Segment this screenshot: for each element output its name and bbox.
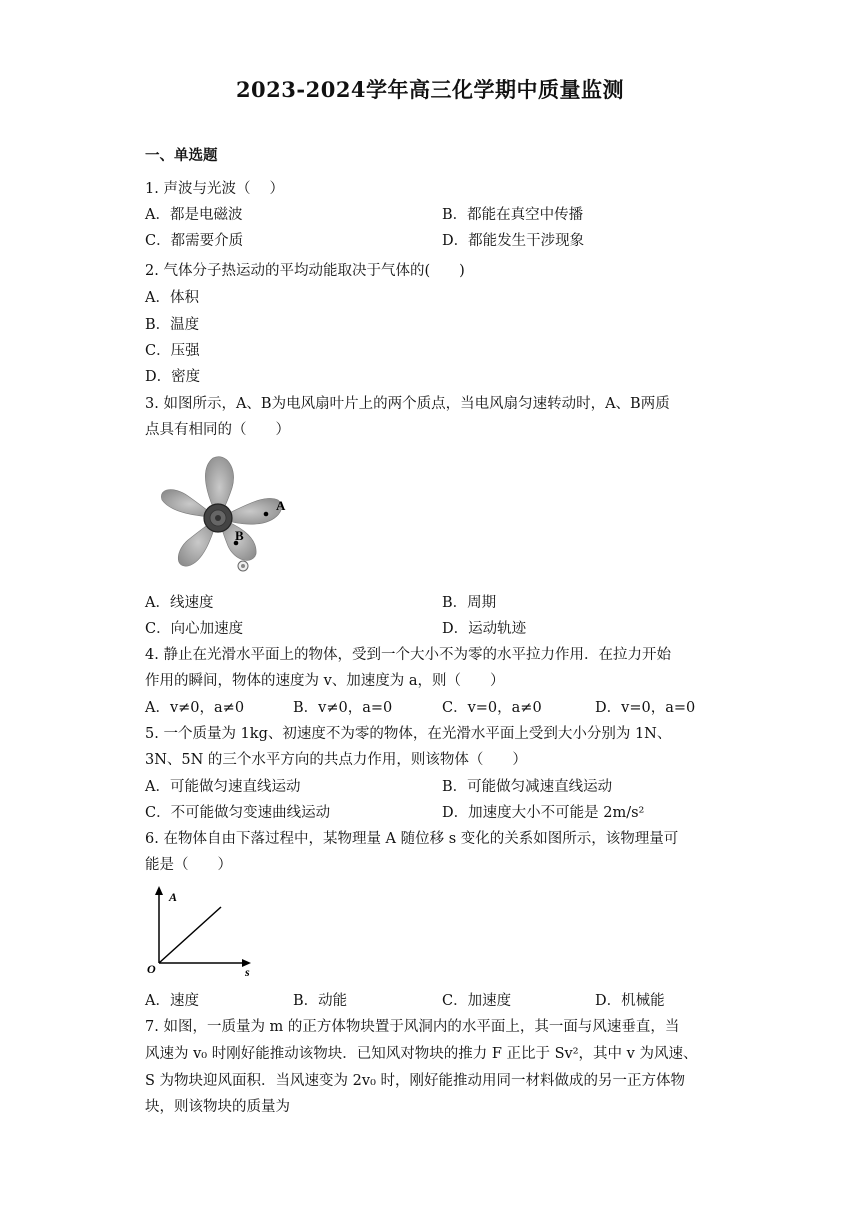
- question-5-option-d: D．加速度大小不可能是 2m/s²: [442, 805, 645, 821]
- question-4-option-a: A．v≠0，a≠0: [145, 700, 245, 716]
- question-6-option-c: C．加速度: [442, 993, 512, 1009]
- question-6-option-a: A．速度: [145, 993, 199, 1009]
- question-1-option-d: D．都能发生干涉现象: [442, 233, 585, 249]
- question-5-stem-line2: 3N、5N 的三个水平方向的共点力作用，则该物体（ ）: [145, 752, 527, 768]
- question-2-option-c: C．压强: [145, 343, 200, 359]
- y-axis-label: A: [169, 890, 178, 904]
- x-axis-label: s: [245, 965, 250, 978]
- question-4-option-b: B．v≠0，a=0: [293, 700, 393, 716]
- question-3-option-b: B．周期: [442, 595, 497, 611]
- question-1-option-c: C．都需要介质: [145, 233, 244, 249]
- question-7-line1: 7. 如图，一质量为 m 的正方体物块置于风洞内的水平面上，其一面与风速垂直，当: [145, 1019, 680, 1035]
- question-3-option-c: C．向心加速度: [145, 621, 244, 637]
- question-3-stem-line2: 点具有相同的（ ）: [145, 422, 290, 438]
- question-4-option-d: D．v=0，a=0: [595, 700, 696, 716]
- question-4-option-c: C．v=0，a≠0: [442, 700, 542, 716]
- question-5-option-b: B．可能做匀减速直线运动: [442, 779, 613, 795]
- point-b-label: B: [235, 528, 244, 543]
- question-6-stem-line1: 6. 在物体自由下落过程中，某物理量 A 随位移 s 变化的关系如图所示，该物理量可: [145, 831, 679, 847]
- fan-figure: [150, 454, 295, 584]
- question-7-line4: 块，则该物块的质量为: [145, 1099, 290, 1115]
- origin-label: O: [147, 962, 156, 976]
- question-5-stem-line1: 5. 一个质量为 1kg、初速度不为零的物体，在光滑水平面上受到大小分别为 1N、: [145, 726, 672, 742]
- a-vs-s-graph: [145, 883, 265, 978]
- question-2-option-a: A．体积: [145, 290, 199, 306]
- question-7-line2: 风速为 v₀ 时刚好能推动该物块．已知风对物块的推力 F 正比于 Sv²，其中 v 为风速、: [145, 1046, 698, 1062]
- question-3-option-d: D．运动轨迹: [442, 621, 527, 637]
- question-6-stem-line2: 能是（ ）: [145, 857, 232, 873]
- point-a-dot: [264, 512, 269, 517]
- question-6-option-b: B．动能: [293, 993, 348, 1009]
- question-1-stem: 1. 声波与光波（ ）: [145, 181, 285, 197]
- proportional-line: [159, 907, 221, 963]
- question-5-option-c: C．不可能做匀变速曲线运动: [145, 805, 331, 821]
- question-1-option-a: A．都是电磁波: [145, 207, 243, 223]
- question-6-option-d: D．机械能: [595, 993, 665, 1009]
- question-2-stem: 2. 气体分子热运动的平均动能取决于气体的( ): [145, 263, 465, 279]
- section-heading: 一、单选题: [145, 147, 218, 164]
- point-a-label: A: [276, 498, 286, 513]
- question-4-stem-line2: 作用的瞬间，物体的速度为 v、加速度为 a，则（ ）: [145, 673, 505, 689]
- question-5-option-a: A．可能做匀速直线运动: [145, 779, 301, 795]
- question-3-option-a: A．线速度: [145, 595, 214, 611]
- question-2-option-d: D．密度: [145, 369, 201, 385]
- page-title: 2023-2024学年高三化学期中质量监测: [235, 77, 625, 102]
- question-2-option-b: B．温度: [145, 317, 200, 333]
- question-4-stem-line1: 4. 静止在光滑水平面上的物体，受到一个大小不为零的水平拉力作用．在拉力开始: [145, 647, 671, 663]
- question-7-line3: S 为物块迎风面积．当风速变为 2v₀ 时，刚好能推动用同一材料做成的另一正方体物: [145, 1073, 685, 1089]
- question-3-stem-line1: 3. 如图所示，A、B为电风扇叶片上的两个质点，当电风扇匀速转动时，A、B两质: [145, 396, 670, 412]
- question-1-option-b: B．都能在真空中传播: [442, 207, 584, 223]
